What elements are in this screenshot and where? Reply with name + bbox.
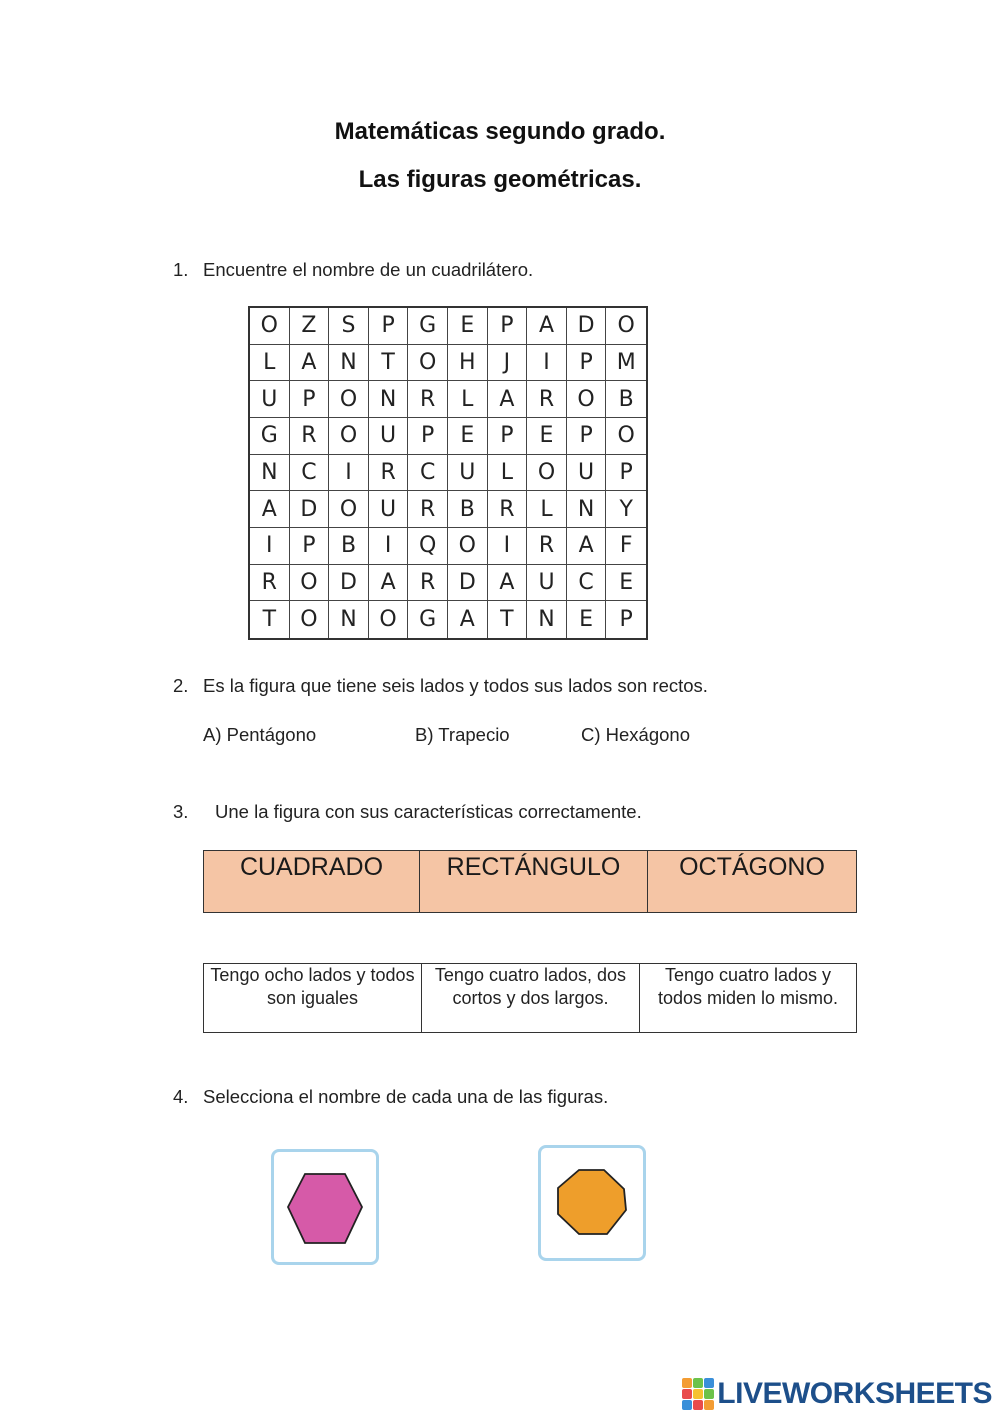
brand-logo-icon (682, 1378, 714, 1410)
word-search-cell[interactable]: C (567, 565, 607, 602)
word-search-cell[interactable]: N (567, 491, 607, 528)
characteristic-cell[interactable]: Tengo cuatro lados y todos miden lo mismo. (640, 964, 857, 1033)
word-search-cell[interactable]: A (488, 381, 528, 418)
word-search-cell[interactable]: R (408, 565, 448, 602)
word-search-cell[interactable]: O (290, 601, 330, 638)
word-search-cell[interactable]: P (488, 418, 528, 455)
word-search-cell[interactable]: L (250, 345, 290, 382)
word-search-cell[interactable]: N (250, 455, 290, 492)
word-search-cell[interactable]: O (606, 418, 646, 455)
word-search-cell[interactable]: O (369, 601, 409, 638)
question-text: Encuentre el nombre de un cuadrilátero. (203, 259, 534, 280)
word-search-cell[interactable]: A (527, 308, 567, 345)
word-search-cell[interactable]: M (606, 345, 646, 382)
word-search-cell[interactable]: P (408, 418, 448, 455)
question-number: 1. (173, 259, 189, 280)
word-search-cell[interactable]: I (527, 345, 567, 382)
question-number: 3. (173, 801, 189, 822)
word-search-cell[interactable]: U (527, 565, 567, 602)
word-search-cell[interactable]: G (408, 601, 448, 638)
word-search-cell[interactable]: R (290, 418, 330, 455)
word-search-cell[interactable]: O (408, 345, 448, 382)
word-search-cell[interactable]: N (329, 601, 369, 638)
shape-name-cell[interactable]: RECTÁNGULO (420, 851, 648, 913)
word-search-cell[interactable]: B (448, 491, 488, 528)
shape-name-cell[interactable]: OCTÁGONO (648, 851, 857, 913)
brand-name: LIVEWORKSHEETS (717, 1377, 992, 1410)
word-search-cell[interactable]: E (527, 418, 567, 455)
word-search-cell[interactable]: I (250, 528, 290, 565)
word-search-grid[interactable] (248, 306, 648, 640)
word-search-cell[interactable]: U (567, 455, 607, 492)
word-search-cell[interactable]: O (329, 381, 369, 418)
figure-card-1[interactable] (271, 1149, 379, 1265)
word-search-cell[interactable]: I (369, 528, 409, 565)
word-search-cell[interactable]: D (448, 565, 488, 602)
option-b[interactable]: B) Trapecio (415, 724, 510, 745)
word-search-cell[interactable]: P (290, 381, 330, 418)
word-search-cell[interactable]: R (408, 381, 448, 418)
word-search-cell[interactable]: A (567, 528, 607, 565)
word-search-cell[interactable]: A (369, 565, 409, 602)
word-search-cell[interactable]: P (567, 345, 607, 382)
word-search-cell[interactable]: O (448, 528, 488, 565)
word-search-cell[interactable]: P (369, 308, 409, 345)
word-search-cell[interactable]: E (448, 308, 488, 345)
word-search-cell[interactable]: Q (408, 528, 448, 565)
question-1 (173, 259, 533, 281)
word-search-cell[interactable]: O (527, 455, 567, 492)
question-text: Une la figura con sus características correctamente. (215, 801, 642, 822)
word-search-cell[interactable]: O (290, 565, 330, 602)
word-search-cell[interactable]: G (250, 418, 290, 455)
word-search-cell[interactable]: N (527, 601, 567, 638)
word-search-cell[interactable]: E (606, 565, 646, 602)
word-search-cell[interactable]: R (408, 491, 448, 528)
word-search-cell[interactable]: C (290, 455, 330, 492)
word-search-cell[interactable]: G (408, 308, 448, 345)
hexagon-icon (274, 1152, 376, 1262)
characteristic-cell[interactable]: Tengo ocho lados y todos son iguales (204, 964, 422, 1033)
word-search-cell[interactable]: A (448, 601, 488, 638)
question-2 (173, 675, 708, 697)
word-search-cell[interactable]: N (369, 381, 409, 418)
word-search-cell[interactable]: U (369, 491, 409, 528)
word-search-cell[interactable]: C (408, 455, 448, 492)
word-search-cell[interactable]: O (250, 308, 290, 345)
word-search-cell[interactable]: A (250, 491, 290, 528)
word-search-cell[interactable]: P (619, 607, 633, 633)
brand-logo (682, 1376, 992, 1412)
word-search-cell[interactable]: R (527, 528, 567, 565)
option-a[interactable]: A) Pentágono (203, 724, 317, 745)
word-search-cell[interactable]: U (369, 418, 409, 455)
word-search-cell[interactable]: Z (290, 308, 330, 345)
word-search-cell[interactable]: Y (606, 491, 646, 528)
word-search-cell[interactable]: P (567, 418, 607, 455)
word-search-cell[interactable]: O (329, 491, 369, 528)
word-search-cell[interactable]: B (606, 381, 646, 418)
word-search-cell[interactable]: U (250, 381, 290, 418)
question-3 (173, 801, 642, 823)
word-search-cell[interactable]: J (488, 345, 528, 382)
word-search-cell[interactable]: S (329, 308, 369, 345)
question-number: 2. (173, 675, 189, 696)
word-search-cell[interactable]: T (250, 601, 290, 638)
word-search-cell[interactable]: P (606, 455, 646, 492)
word-search-cell[interactable]: T (488, 601, 528, 638)
shape-names-table (203, 850, 857, 913)
page-subtitle: Las figuras geométricas. (358, 166, 642, 193)
word-search-cell[interactable]: P (488, 308, 528, 345)
octagon-icon (541, 1148, 643, 1258)
word-search-cell[interactable]: R (250, 565, 290, 602)
word-search-cell[interactable]: E (448, 418, 488, 455)
option-c[interactable]: C) Hexágono (581, 724, 691, 745)
word-search-cell[interactable]: H (448, 345, 488, 382)
question-4 (173, 1086, 608, 1108)
word-search-cell[interactable]: T (369, 345, 409, 382)
word-search-cell[interactable]: L (488, 455, 528, 492)
word-search-cell[interactable]: P (290, 528, 330, 565)
characteristic-cell[interactable]: Tengo cuatro lados, dos cortos y dos largos. (422, 964, 640, 1033)
word-search-cell[interactable]: O (606, 308, 646, 345)
word-search-cell[interactable]: U (448, 455, 488, 492)
word-search-cell[interactable]: R (369, 455, 409, 492)
word-search-cell[interactable]: I (488, 528, 528, 565)
word-search-cell[interactable]: B (329, 528, 369, 565)
word-search-cell[interactable]: I (329, 455, 369, 492)
word-search-cell[interactable]: R (488, 491, 528, 528)
word-search-cell[interactable]: N (329, 345, 369, 382)
figure-card-2[interactable] (538, 1145, 646, 1261)
characteristics-table (203, 963, 857, 1033)
word-search-cell[interactable]: O (329, 418, 369, 455)
word-search-cell[interactable]: L (448, 381, 488, 418)
word-search-cell[interactable]: L (527, 491, 567, 528)
word-search-cell[interactable]: R (527, 381, 567, 418)
page-title: Matemáticas segundo grado. (334, 118, 666, 145)
word-search-cell[interactable]: D (567, 308, 607, 345)
word-search-cell[interactable]: D (329, 565, 369, 602)
word-search-cell[interactable]: F (606, 528, 646, 565)
word-search-cell[interactable]: O (567, 381, 607, 418)
word-search-cell[interactable]: E (567, 601, 607, 638)
question-text: Es la figura que tiene seis lados y todos sus lados son rectos. (203, 675, 708, 696)
word-search-cell[interactable]: A (488, 565, 528, 602)
question-text: Selecciona el nombre de cada una de las figuras. (203, 1086, 609, 1107)
word-search-cell[interactable]: A (290, 345, 330, 382)
shape-name-cell[interactable]: CUADRADO (204, 851, 420, 913)
word-search-cell[interactable]: D (290, 491, 330, 528)
question-number: 4. (173, 1086, 189, 1107)
